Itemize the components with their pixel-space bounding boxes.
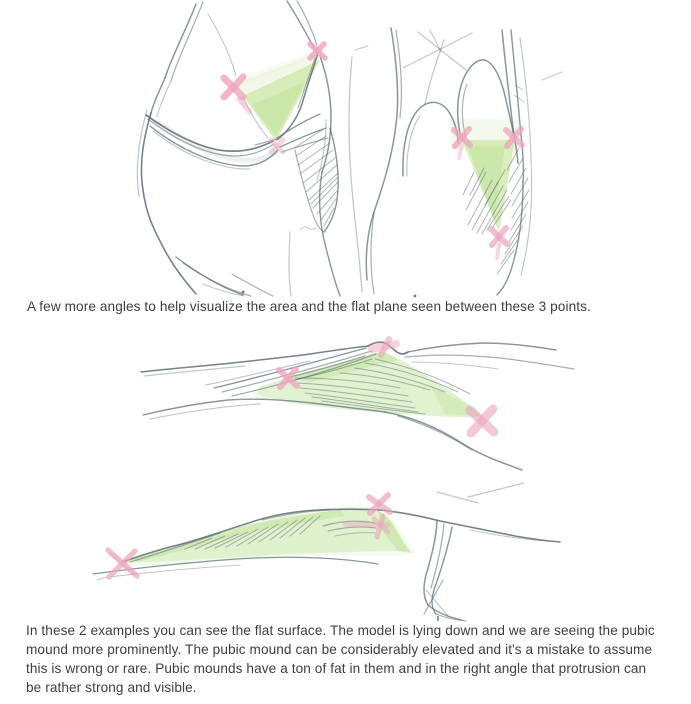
caption-bottom-line: this is wrong or rare. Pubic mounds have a ton of fat in them and in the right angle that protrusion can bbox=[26, 661, 647, 676]
caption-bottom-line: mound more prominently. The pubic mound can be considerably elevated and it's a mistake to assume bbox=[26, 642, 653, 657]
figure-hips-back-sketch bbox=[137, 1, 340, 296]
hatch-shading-fig1 bbox=[294, 130, 338, 226]
figure-lying-sketch-1 bbox=[141, 339, 574, 470]
caption-bottom-line: In these 2 examples you can see the flat surface. The model is lying down and we are seeing the pubic bbox=[26, 623, 655, 638]
caption-top bbox=[27, 297, 677, 316]
pencil-strokes-fig2 bbox=[349, 28, 562, 295]
caption-top-text: A few more angles to help visualize the area and the flat plane seen between these 3 points. bbox=[27, 299, 591, 314]
figure-thighs-front-sketch bbox=[349, 28, 562, 295]
caption-bottom-line: be rather strong and visible. bbox=[26, 680, 197, 695]
caption-bottom bbox=[26, 621, 686, 697]
figure-lying-sketch-2 bbox=[93, 483, 560, 621]
highlight-plane-fig1 bbox=[152, 50, 320, 162]
